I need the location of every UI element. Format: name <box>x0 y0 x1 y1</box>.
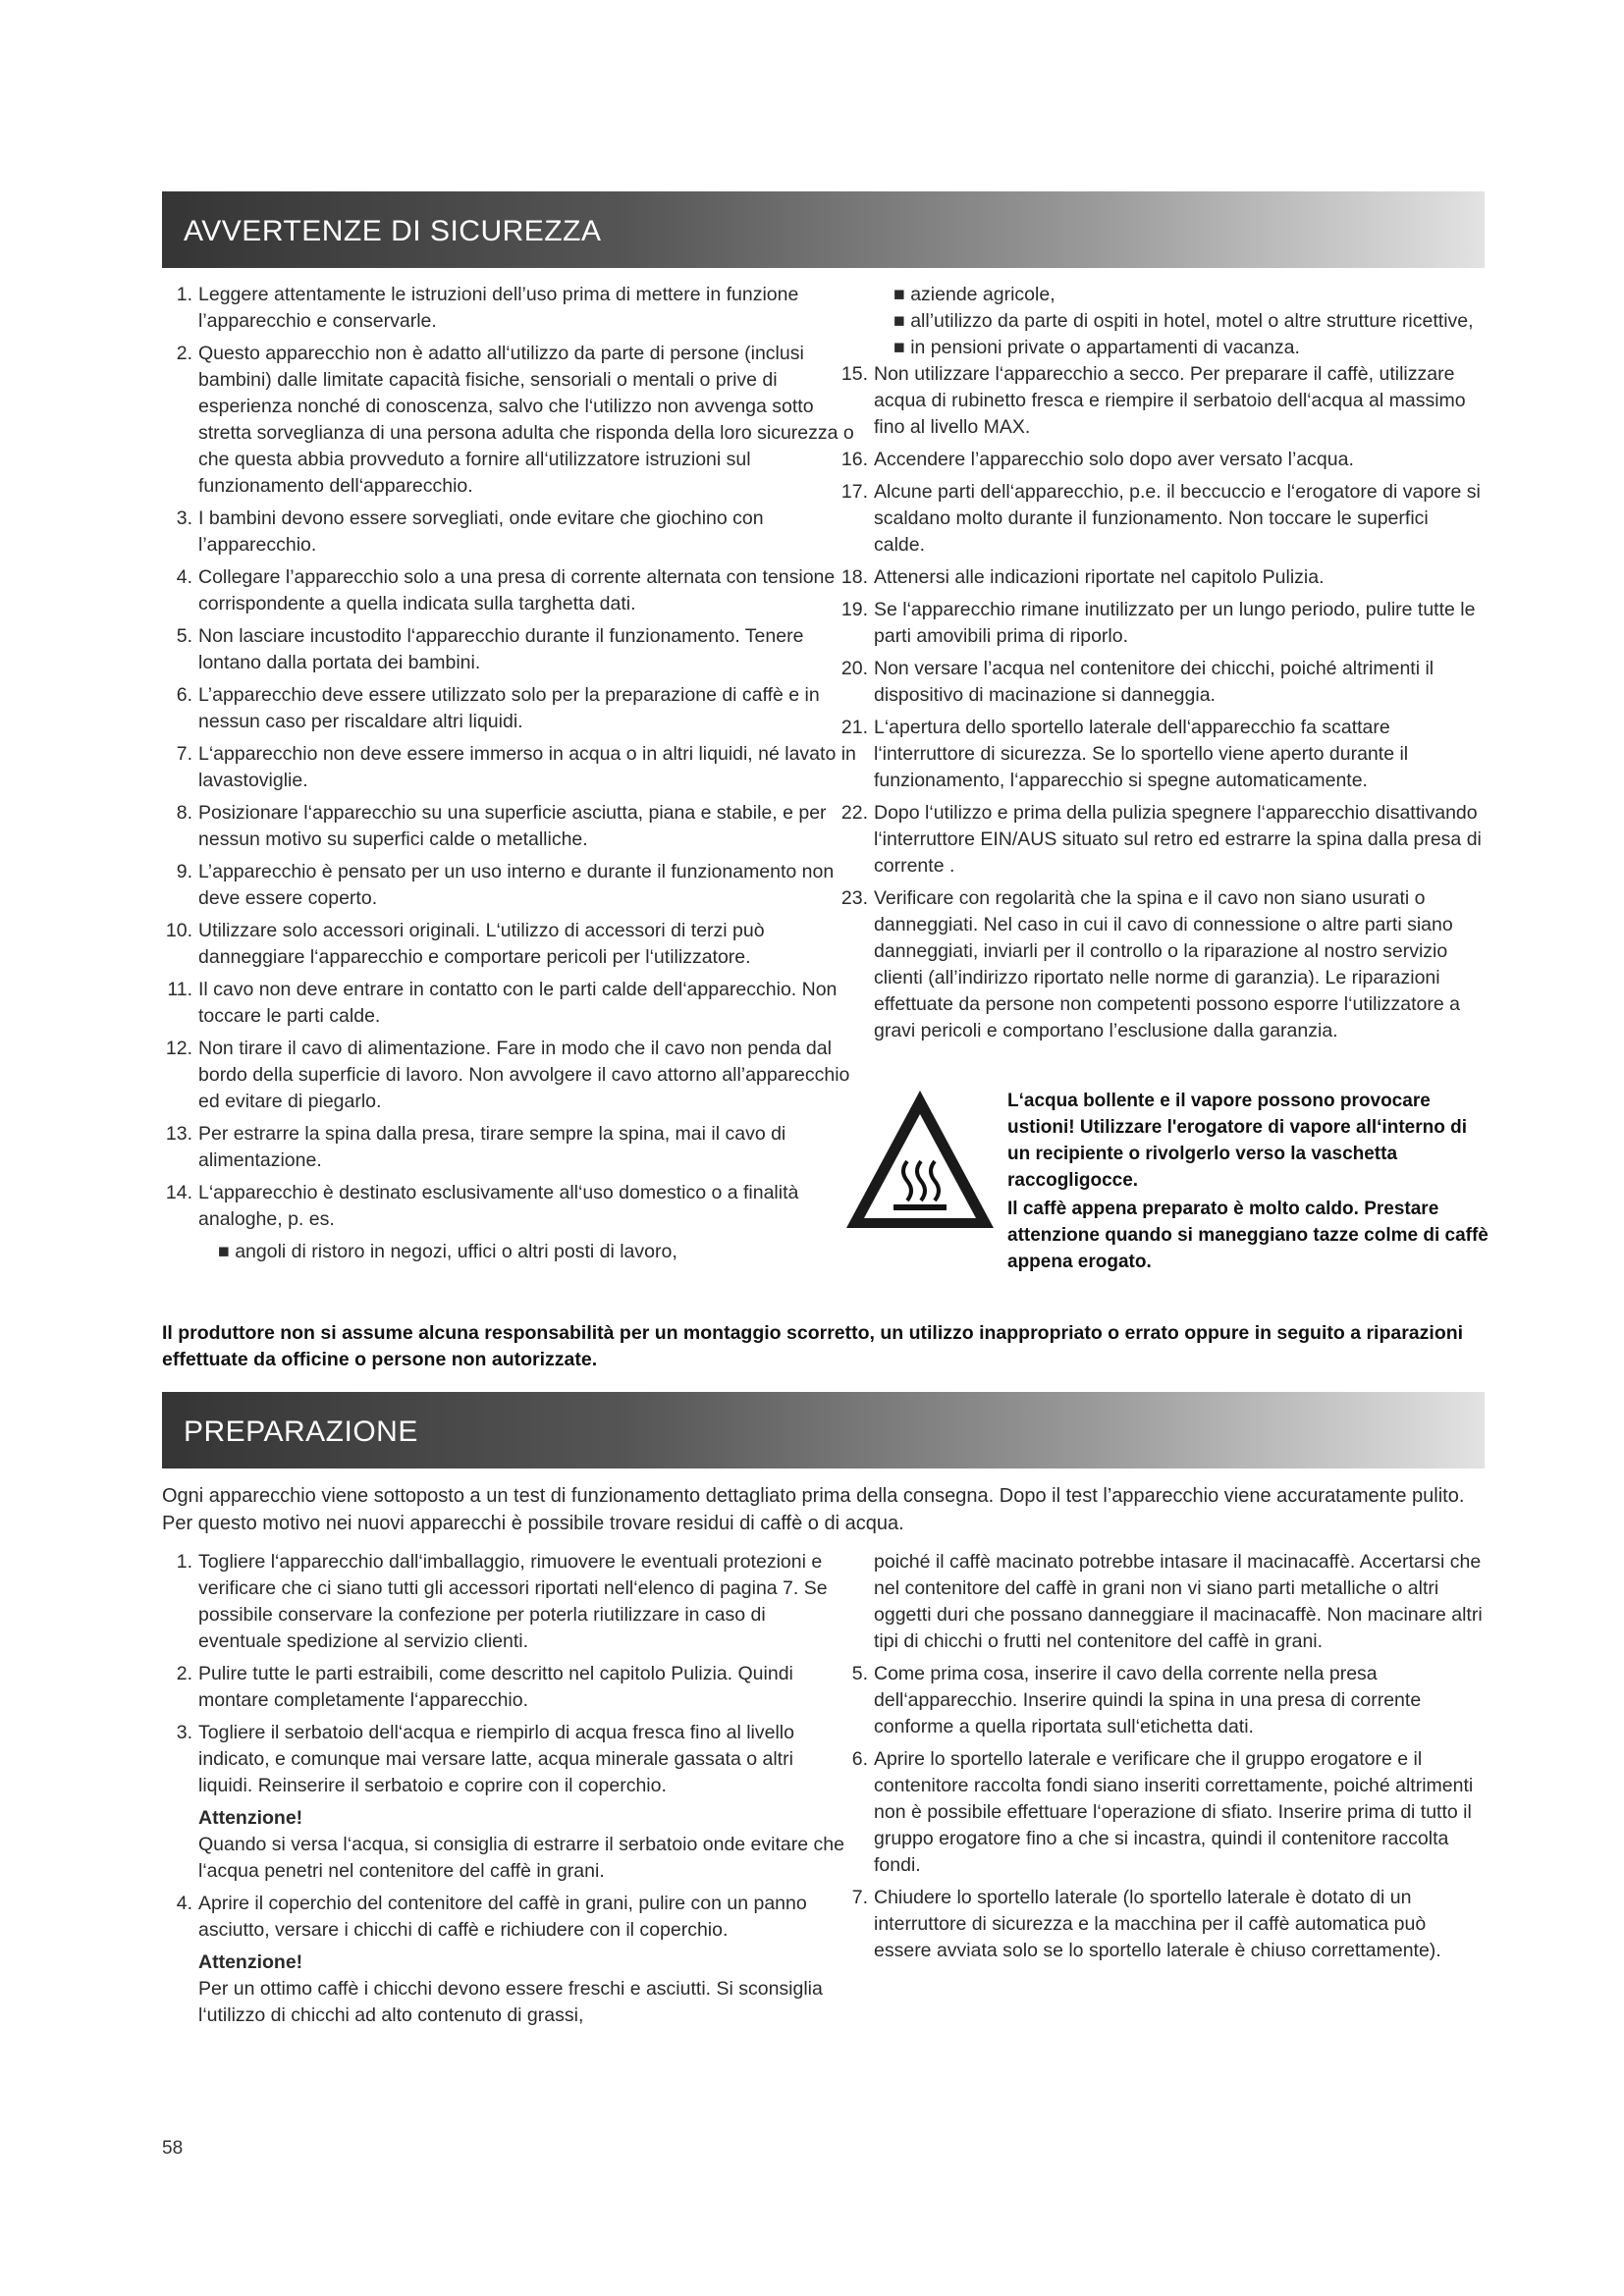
list-item <box>165 1180 856 1233</box>
item-text: Alcune parti dell‘apparecchio, p.e. il beccuccio e l‘erogatore di vapore si scaldano molto durante il funzionamento. Non toccare le superfici calde. <box>874 481 1481 556</box>
list-item <box>165 1036 856 1115</box>
hot-warning-text <box>1007 1088 1489 1277</box>
safety-right-list <box>840 361 1483 1044</box>
item-text: L‘apparecchio è destinato esclusivamente all‘uso domestico o a finalità analoghe, p. es. <box>198 1182 799 1230</box>
item-number: 21. <box>840 717 868 738</box>
item-number: 2. <box>176 1663 192 1684</box>
item-number: 13. <box>165 1123 192 1145</box>
section-header-preparation <box>162 1392 1485 1468</box>
item-text: Chiudere lo sportello laterale (lo sportello laterale è dotato di un interruttore di sicurezza e la macchina per il caffè automatica può essere avviata solo se lo sportello laterale è chiuso correttamente). <box>874 1887 1441 1961</box>
hot-surface-warning-icon <box>842 1085 998 1234</box>
liability-footnote: Il produttore non si assume alcuna responsabilità per un montaggio scorretto, un utilizzo inappropriato o errato oppure in seguito a riparazioni effettuate da officine o persone non autorizzate. <box>162 1322 1464 1370</box>
list-item <box>840 564 1483 591</box>
item-number: 15. <box>840 363 868 385</box>
item-number: 12. <box>165 1038 192 1059</box>
item-number: 22. <box>840 802 868 824</box>
item-text: Non lasciare incustodito l‘apparecchio durante il funzionamento. Tenere lontano dalla portata dei bambini. <box>198 625 804 673</box>
list-item <box>176 682 856 735</box>
list-item <box>176 1720 851 1799</box>
item-number: 7. <box>851 1887 868 1908</box>
item-text: L‘apertura dello sportello laterale dell‘apparecchio fa scattare l‘interruttore di sicurezza. Se lo sportello viene aperto durante il funzionamento, l‘apparecchio si spegne automaticamente. <box>874 717 1409 791</box>
list-item <box>840 885 1483 1044</box>
item-number: 5. <box>176 625 192 647</box>
list-item <box>840 479 1483 559</box>
item-text: Togliere l‘apparecchio dall‘imballaggio, rimuovere le eventuali protezioni e verificare che ci siano tutti gli accessori riportati nell‘elenco di pagina 7. Se possibile conservare la confezione per poterla riutilizzare in caso di eventuale spedizione al servizio clienti. <box>198 1551 828 1652</box>
list-item <box>176 741 856 794</box>
item-text: Non utilizzare l‘apparecchio a secco. Per preparare il caffè, utilizzare acqua di rubinetto fresca e riempire il serbatoio dell‘acqua al massimo fino al livello MAX. <box>874 363 1466 438</box>
list-item <box>165 918 856 971</box>
item-text: Leggere attentamente le istruzioni dell’uso prima di mettere in funzione l’apparecchio e conservarle. <box>198 284 799 332</box>
bullet-item: ■ all’utilizzo da parte di ospiti in hotel, motel o altre strutture ricettive, <box>893 310 1474 332</box>
item-text: Se l‘apparecchio rimane inutilizzato per un lungo periodo, pulire tutte le parti amovibili prima di riporlo. <box>874 599 1476 647</box>
item-number: 10. <box>165 920 192 941</box>
item-text: Togliere il serbatoio dell‘acqua e riempirlo di acqua fresca fino al livello indicato, e comunque mai versare latte, acqua minerale gassata o altri liquidi. Reinserire il serbatoio e coprire con il coperchio. <box>198 1722 794 1796</box>
item-text: Aprire il coperchio del contenitore del caffè in grani, pulire con un panno asciutto, versare i chicchi di caffè e richiudere con il coperchio. <box>198 1893 807 1941</box>
item-text: Utilizzare solo accessori originali. L‘utilizzo di accessori di terzi può danneggiare l‘apparecchio e comportare pericoli per l‘utilizzatore. <box>198 920 765 968</box>
bullet-item: ■ aziende agricole, <box>893 284 1056 305</box>
list-item <box>176 1891 851 1944</box>
section-title: PREPARAZIONE <box>184 1415 418 1448</box>
attention-label: Attenzione! <box>198 1807 303 1829</box>
item-number: 16. <box>840 449 868 470</box>
list-item <box>176 341 856 500</box>
item-number: 18. <box>840 566 868 588</box>
page-number: 58 <box>162 2138 184 2159</box>
item-text: Come prima cosa, inserire il cavo della corrente nella presa dell‘apparecchio. Inserire quindi la spina in una presa di corrente conforme a quella riportata sull‘etichetta dati. <box>874 1663 1422 1737</box>
item-number: 3. <box>176 507 192 529</box>
preparation-right-column <box>851 1549 1483 1970</box>
bullet-item: ■ in pensioni private o appartamenti di vacanza. <box>893 337 1300 358</box>
attention-text: Per un ottimo caffè i chicchi devono essere freschi e asciutti. Si sconsiglia l‘utilizzo di chicchi ad alto contenuto di grassi, <box>198 1978 823 2026</box>
list-item <box>176 1661 851 1714</box>
preparation-left-column <box>176 1549 851 2035</box>
item-number: 17. <box>840 481 868 503</box>
preparation-intro: Ogni apparecchio viene sottoposto a un test di funzionamento dettagliato prima della consegna. Dopo il test l’apparecchio viene accuratamente pulito. Per questo motivo nei nuovi apparecchi è possibile trovare residui di caffè o di acqua. <box>162 1485 1465 1534</box>
item-text: Pulire tutte le parti estraibili, come descritto nel capitolo Pulizia. Quindi montare completamente l‘apparecchio. <box>198 1663 793 1711</box>
safety-left-list <box>165 282 856 1233</box>
continued-text: poiché il caffè macinato potrebbe intasare il macinacaffè. Accertarsi che nel contenitore del caffè in grani non vi siano parti metalliche o altri oggetti duri che possano danneggiare il macinacaffè. Non macinare altri tipi di chicchi o frutti nel contenitore del caffè in grani. <box>874 1551 1483 1652</box>
list-item <box>165 1121 856 1174</box>
item-number: 11. <box>167 979 192 1000</box>
item-number: 4. <box>176 566 192 588</box>
item-number: 4. <box>176 1893 192 1914</box>
preparation-right-list <box>851 1661 1483 1964</box>
list-item <box>176 564 856 617</box>
attention-label: Attenzione! <box>198 1951 303 1973</box>
safety-left-column <box>165 282 856 1271</box>
list-item <box>176 506 856 559</box>
bullet-item: ■ angoli di ristoro in negozi, uffici o altri posti di lavoro, <box>218 1241 677 1262</box>
safety-right-column <box>840 282 1483 1050</box>
item-number: 1. <box>176 1551 192 1573</box>
item-text: Questo apparecchio non è adatto all‘utilizzo da parte di persone (inclusi bambini) dalle limitate capacità fisiche, sensoriali o mentali o prive di esperienza nonché di conoscenza, salvo che l‘utilizzo non avvenga sotto stretta sorveglianza di una persona adulta che risponda della loro sicurezza o che questa abbia provveduto a fornire all‘utilizzatore istruzioni sul funzionamento dell‘apparecchio. <box>198 343 854 497</box>
item-text: Posizionare l‘apparecchio su una superficie asciutta, piana e stabile, e per nessun motivo su superfici calde o metalliche. <box>198 802 827 850</box>
item-text: I bambini devono essere sorvegliati, onde evitare che giochino con l’apparecchio. <box>198 507 764 556</box>
item-number: 7. <box>176 743 192 765</box>
section-header-safety <box>162 191 1485 268</box>
list-item <box>176 800 856 853</box>
attention-text: Quando si versa l‘acqua, si consiglia di estrarre il serbatoio onde evitare che l‘acqua penetri nel contenitore del caffè in grani. <box>198 1834 844 1882</box>
list-item <box>851 1661 1483 1740</box>
item-text: Non tirare il cavo di alimentazione. Fare in modo che il cavo non penda dal bordo della superficie di lavoro. Non avvolgere il cavo attorno all’apparecchio ed evitare di piegarlo. <box>198 1038 850 1112</box>
item-number: 14. <box>165 1182 192 1203</box>
item-number: 6. <box>851 1748 868 1770</box>
list-item <box>176 623 856 676</box>
item-text: Attenersi alle indicazioni riportate nel capitolo Pulizia. <box>874 566 1325 588</box>
list-item <box>840 715 1483 794</box>
section-title: AVVERTENZE DI SICUREZZA <box>184 215 602 247</box>
warning-steam: L‘acqua bollente e il vapore possono provocare ustioni! Utilizzare l'erogatore di vapore all‘interno di un recipiente o rivolgerlo verso la vaschetta raccogligocce. <box>1007 1091 1467 1191</box>
list-item <box>840 656 1483 709</box>
item-number: 19. <box>840 599 868 620</box>
list-item <box>840 447 1483 473</box>
list-item <box>176 282 856 335</box>
item-number: 20. <box>840 658 868 679</box>
list-item <box>851 1746 1483 1879</box>
item-text: Accendere l’apparecchio solo dopo aver versato l’acqua. <box>874 449 1354 470</box>
item-number: 3. <box>176 1722 192 1743</box>
item-text: Verificare con regolarità che la spina e il cavo non siano usurati o danneggiati. Nel caso in cui il cavo di connessione o altre parti siano danneggiati, inviarli per il controllo o la riparazione al nostro servizio clienti (all’indirizzo riportato nelle norme di garanzia). Le riparazioni effettuate da persone non competenti possono esporre l‘utilizzatore a gravi pericoli e comportano l’esclusione dalla garanzia. <box>874 887 1460 1041</box>
item-text: L‘apparecchio non deve essere immerso in acqua o in altri liquidi, né lavato in lavastoviglie. <box>198 743 856 791</box>
list-item <box>176 1549 851 1655</box>
item-text: L’apparecchio è pensato per un uso interno e durante il funzionamento non deve essere coperto. <box>198 861 835 909</box>
item-number: 6. <box>176 684 192 706</box>
item-number: 5. <box>851 1663 868 1684</box>
item-text: Collegare l’apparecchio solo a una presa di corrente alternata con tensione corrispondente a quella indicata sulla targhetta dati. <box>198 566 836 614</box>
list-item <box>840 597 1483 650</box>
item-text: Dopo l‘utilizzo e prima della pulizia spegnere l‘apparecchio disattivando l‘interruttore EIN/AUS situato sul retro ed estrarre la spina dalla presa di corrente . <box>874 802 1482 877</box>
list-item <box>840 361 1483 441</box>
safety-bullet-list <box>874 282 1483 361</box>
list-item <box>167 977 856 1030</box>
list-item <box>851 1885 1483 1964</box>
item-text: Il cavo non deve entrare in contatto con le parti calde dell‘apparecchio. Non toccare le parti calde. <box>198 979 838 1027</box>
item-text: Aprire lo sportello laterale e verificare che il gruppo erogatore e il contenitore raccolta fondi siano inseriti correttamente, poiché altrimenti non è possibile effettuare l‘operazione di sfiato. Inserire prima di tutto il gruppo erogatore fino a che si incastra, quindi il contenitore raccolta fondi. <box>874 1748 1474 1876</box>
list-item <box>176 859 856 912</box>
item-text: Non versare l’acqua nel contenitore dei chicchi, poiché altrimenti il dispositivo di macinazione si danneggia. <box>874 658 1435 706</box>
item-number: 1. <box>176 284 192 305</box>
item-number: 23. <box>840 887 868 909</box>
item-text: Per estrarre la spina dalla presa, tirare sempre la spina, mai il cavo di alimentazione. <box>198 1123 786 1171</box>
preparation-left-list <box>176 1549 851 1799</box>
item-number: 2. <box>176 343 192 364</box>
item-text: L’apparecchio deve essere utilizzato solo per la preparazione di caffè e in nessun caso per riscaldare altri liquidi. <box>198 684 820 732</box>
warning-coffee-hot: Il caffè appena preparato è molto caldo. Prestare attenzione quando si maneggiano tazze colme di caffè appena erogato. <box>1007 1199 1489 1272</box>
item-number: 9. <box>176 861 192 882</box>
item-number: 8. <box>176 802 192 824</box>
list-item <box>840 800 1483 880</box>
